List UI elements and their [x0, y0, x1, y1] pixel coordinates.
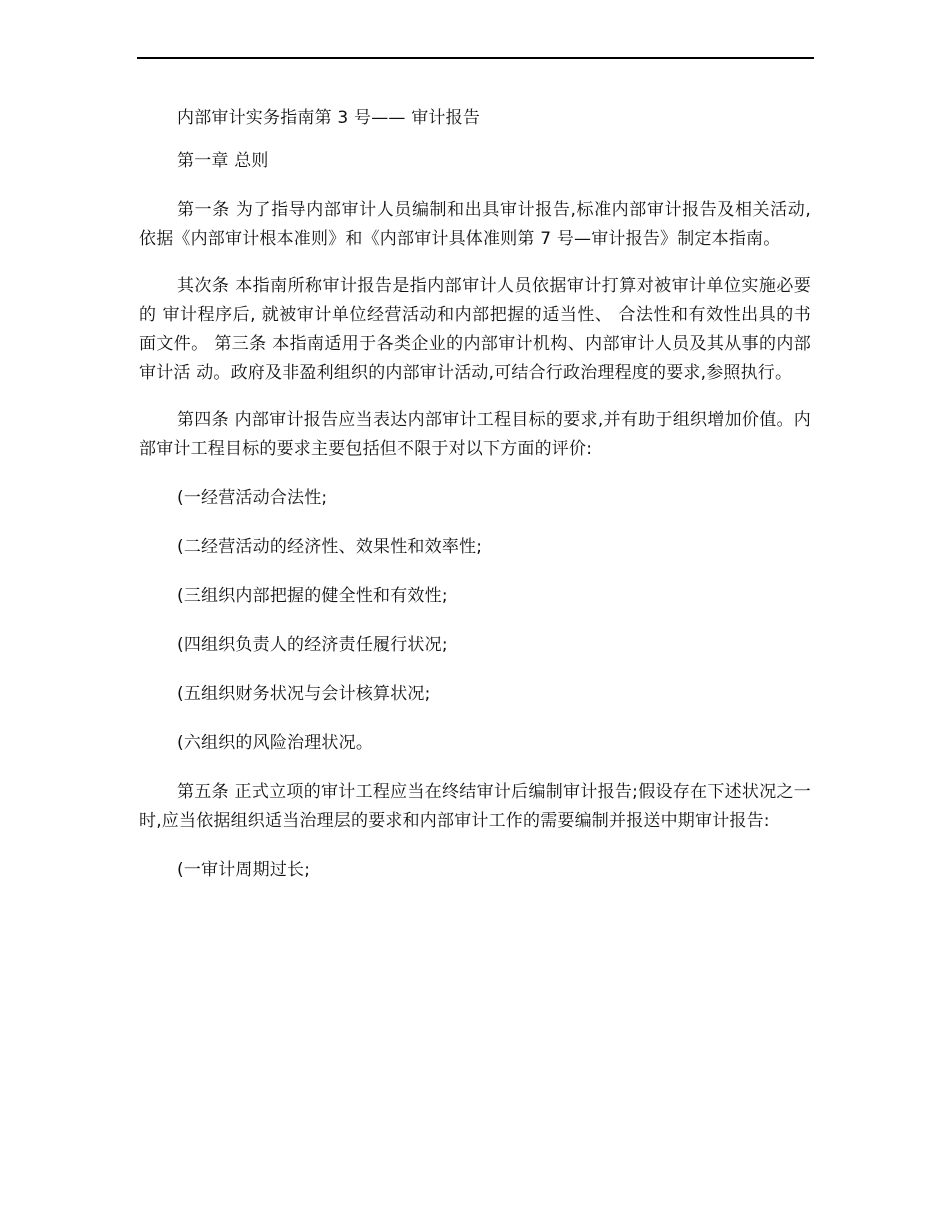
article-5: 第五条 正式立项的审计工程应当在终结审计后编制审计报告;假设存在下述状况之一 时,应当依据组织适当治理层的要求和内部审计工作的需要编制并报送中期审计报告: [139, 782, 811, 831]
article-2-3: 其次条 本指南所称审计报告是指内部审计人员依据审计打算对被审计单位实施必要的 审计程序后, 就被审计单位经营活动和内部把握的适当性、 合法性和有效性出具的书面文件。 第三条 本指南适用于各类企业的内部审计机构、内部审计人员及其从事的内部审计活 动。政府及非盈利组织的内部审计活动,可结合行政治理程度的要求,参照执行。 [139, 276, 811, 383]
evaluation-item: (六组织的风险治理状况。 [177, 733, 374, 753]
article-4: 第四条 内部审计报告应当表达内部审计工程目标的要求,并有助于组织增加价值。内 部审计工程目标的要求主要包括但不限于对以下方面的评价: [139, 410, 811, 459]
evaluation-item: (五组织财务状况与会计核算状况; [177, 684, 431, 704]
header-rule [137, 57, 814, 59]
evaluation-item: (四组织负责人的经济责任履行状况; [177, 635, 448, 655]
document-body [139, 104, 811, 885]
interim-item: (一审计周期过长; [177, 860, 311, 880]
chapter-heading: 第一章 总则 [177, 151, 269, 171]
article-1: 第一条 为了指导内部审计人员编制和出具审计报告,标准内部审计报告及相关活动, 依据《内部审计根本准则》和《内部审计具体准则第 7 号—审计报告》制定本指南。 [139, 200, 811, 249]
document-title: 内部审计实务指南第 3 号—— 审计报告 [177, 108, 481, 128]
evaluation-item: (二经营活动的经济性、效果性和效率性; [177, 537, 483, 557]
evaluation-item: (一经营活动合法性; [177, 488, 328, 508]
evaluation-item: (三组织内部把握的健全性和有效性; [177, 586, 448, 606]
